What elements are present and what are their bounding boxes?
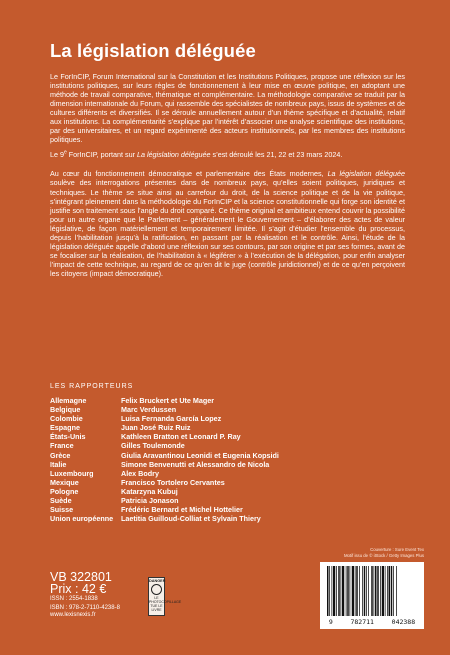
- product-reference: VB 322801: [50, 570, 112, 584]
- rapporteur-country: Suisse: [50, 505, 74, 515]
- rapporteur-row: [50, 469, 279, 478]
- rapporteur-row: [50, 505, 279, 514]
- book-title: La législation déléguée: [50, 40, 256, 61]
- rapporteur-names: Alex Bodry: [121, 468, 159, 478]
- rapporteur-names: Kathleen Bratton et Leonard P. Ray: [121, 432, 241, 442]
- rapporteur-row: [50, 441, 279, 450]
- rapporteur-names: Laetitia Guilloud-Colliat et Sylvain Thiery: [121, 514, 261, 524]
- rapporteur-country: Pologne: [50, 486, 79, 496]
- rapporteurs-heading: LES RAPPORTEURS: [50, 383, 134, 390]
- rapporteur-country: Colombie: [50, 414, 83, 424]
- barcode-bars: [325, 566, 419, 616]
- rapporteur-row: [50, 423, 279, 432]
- rapporteur-row: [50, 432, 279, 441]
- rapporteur-names: Simone Benvenutti et Alessandro de Nicola: [121, 459, 270, 469]
- rapporteur-country: Allemagne: [50, 396, 87, 405]
- rapporteur-row: [50, 451, 279, 460]
- price: Prix : 42 €: [50, 582, 107, 596]
- photocopy-danger-logo: DANGER LE PHOTOCOPILLAGE TUE LE LIVRE: [148, 577, 165, 616]
- rapporteur-country: Union européenne: [50, 514, 114, 524]
- rapporteur-country: États-Unis: [50, 432, 86, 442]
- barcode: [320, 562, 424, 629]
- rapporteur-names: Luisa Fernanda García Lopez: [121, 414, 222, 424]
- rapporteur-row: [50, 496, 279, 505]
- publisher-website: www.lexisnexis.fr: [50, 612, 96, 619]
- barcode-number: 9 782711 042388: [328, 618, 416, 626]
- credit-line: Couverture : Sure Event Tex: [370, 547, 424, 552]
- price-block: [50, 571, 120, 620]
- rapporteur-names: Gilles Toulemonde: [121, 441, 185, 451]
- rapporteur-country: Grèce: [50, 450, 71, 460]
- credit-line: Motif issu de © iStock / Getty Images Plus: [343, 552, 424, 558]
- rapporteur-names: Frédéric Bernard et Michel Hottelier: [121, 505, 243, 515]
- rapporteur-row: [50, 396, 279, 405]
- rapporteur-country: Luxembourg: [50, 468, 94, 478]
- rapporteur-country: France: [50, 441, 74, 451]
- rapporteur-names: Marc Verdussen: [121, 405, 177, 415]
- isbn: ISBN : 978-2-7110-4238-8: [50, 604, 120, 611]
- description: [50, 72, 405, 284]
- issn: ISSN : 2554-1838: [50, 596, 98, 602]
- rapporteur-row: [50, 514, 279, 523]
- rapporteur-country: Espagne: [50, 423, 80, 433]
- rapporteur-country: Italie: [50, 459, 67, 469]
- rapporteur-names: Juan José Ruiz Ruiz: [121, 423, 191, 433]
- rapporteur-row: [50, 405, 279, 414]
- rapporteur-names: Felix Bruckert et Ute Mager: [121, 396, 215, 405]
- rapporteurs-list: [50, 396, 279, 523]
- paragraph-event: Le 9e ForInCIP, portant sur La législation déléguée s’est déroulé les 21, 22 et 23 mars 2024.: [50, 149, 343, 160]
- rapporteur-country: Suède: [50, 496, 72, 506]
- book-icon: [151, 584, 162, 595]
- rapporteur-names: Patricia Jonason: [121, 496, 179, 506]
- rapporteur-row: [50, 478, 279, 487]
- paragraph-theme: Au cœur du fonctionnement démocratique et parlementaire des États modernes, La législation déléguée soulève des interrogations présentes dans de nombreux pays, qu’elles soient politiques, juridiques et techniques. Le thème se situe ainsi au carrefour du droit, de la science politique et de la vie politique, s’intégrant pleinement dans la méthodologie du ForInCIP et la science constitutionnelle qui forge son identité et justifie son traitement sous l’angle du droit comparé. Ce thème original et ambitieux entend couvrir la possibilité pour un autre organe que le Parlement – généralement le Gouvernement – d’élaborer des actes de valeur législative, de façon matériellement et temporairement limitée. Il s’agit d’étudier l’ensemble du processus, depuis l’habilitation jusqu’à la ratification, en passant par la réalisation et le contrôle. Ainsi, l’étude de la législation déléguée appelle d’abord une réflexion sur ses contours, par son origine et par ses formes, avant de se focaliser sur la réalisation, de l’habilitation à « légiférer » à l’exécution de la délégation, pour enfin analyser l’impact de cette technique, au regard de ce qu’en dit le juge (contrôle juridictionnel) et de ce qu’en perçoivent les citoyens (impact démocratique).: [50, 169, 405, 278]
- rapporteur-names: Giulia Aravantinou Leonidi et Eugenia Kopsidi: [121, 450, 279, 460]
- rapporteur-row: [50, 414, 279, 423]
- rapporteur-row: [50, 460, 279, 469]
- cover-credits: [344, 547, 424, 558]
- rapporteur-names: Katarzyna Kubuj: [121, 486, 178, 496]
- rapporteur-country: Belgique: [50, 405, 81, 415]
- rapporteur-country: Mexique: [50, 477, 79, 487]
- rapporteur-row: [50, 487, 279, 496]
- rapporteur-names: Francisco Tortolero Cervantes: [121, 477, 225, 487]
- paragraph-intro: Le ForInCIP, Forum International sur la Constitution et les Institutions Politiques, propose une réflexion sur les institutions politiques, sur leurs règles de fonctionnement à leur mise en œuvre politique, en adoptant une méthode de travail comparative, thématique et complémentaire. La méthodologie comparative se traduit par la dimension internationale du Forum, qui rassemble des spécialistes de nombreux pays, issus de systèmes et de cultures différents et diversifiés. Il se déroule annuellement autour d’un thème spécifique et d’actualité, relatif aux institutions. La complémentarité s’explique par l’intérêt d’associer une analyse scientifique des institutions, par des universitaires, et un regard expérimenté des acteurs institutionnels, par les membres des institutions politiques.: [50, 72, 405, 145]
